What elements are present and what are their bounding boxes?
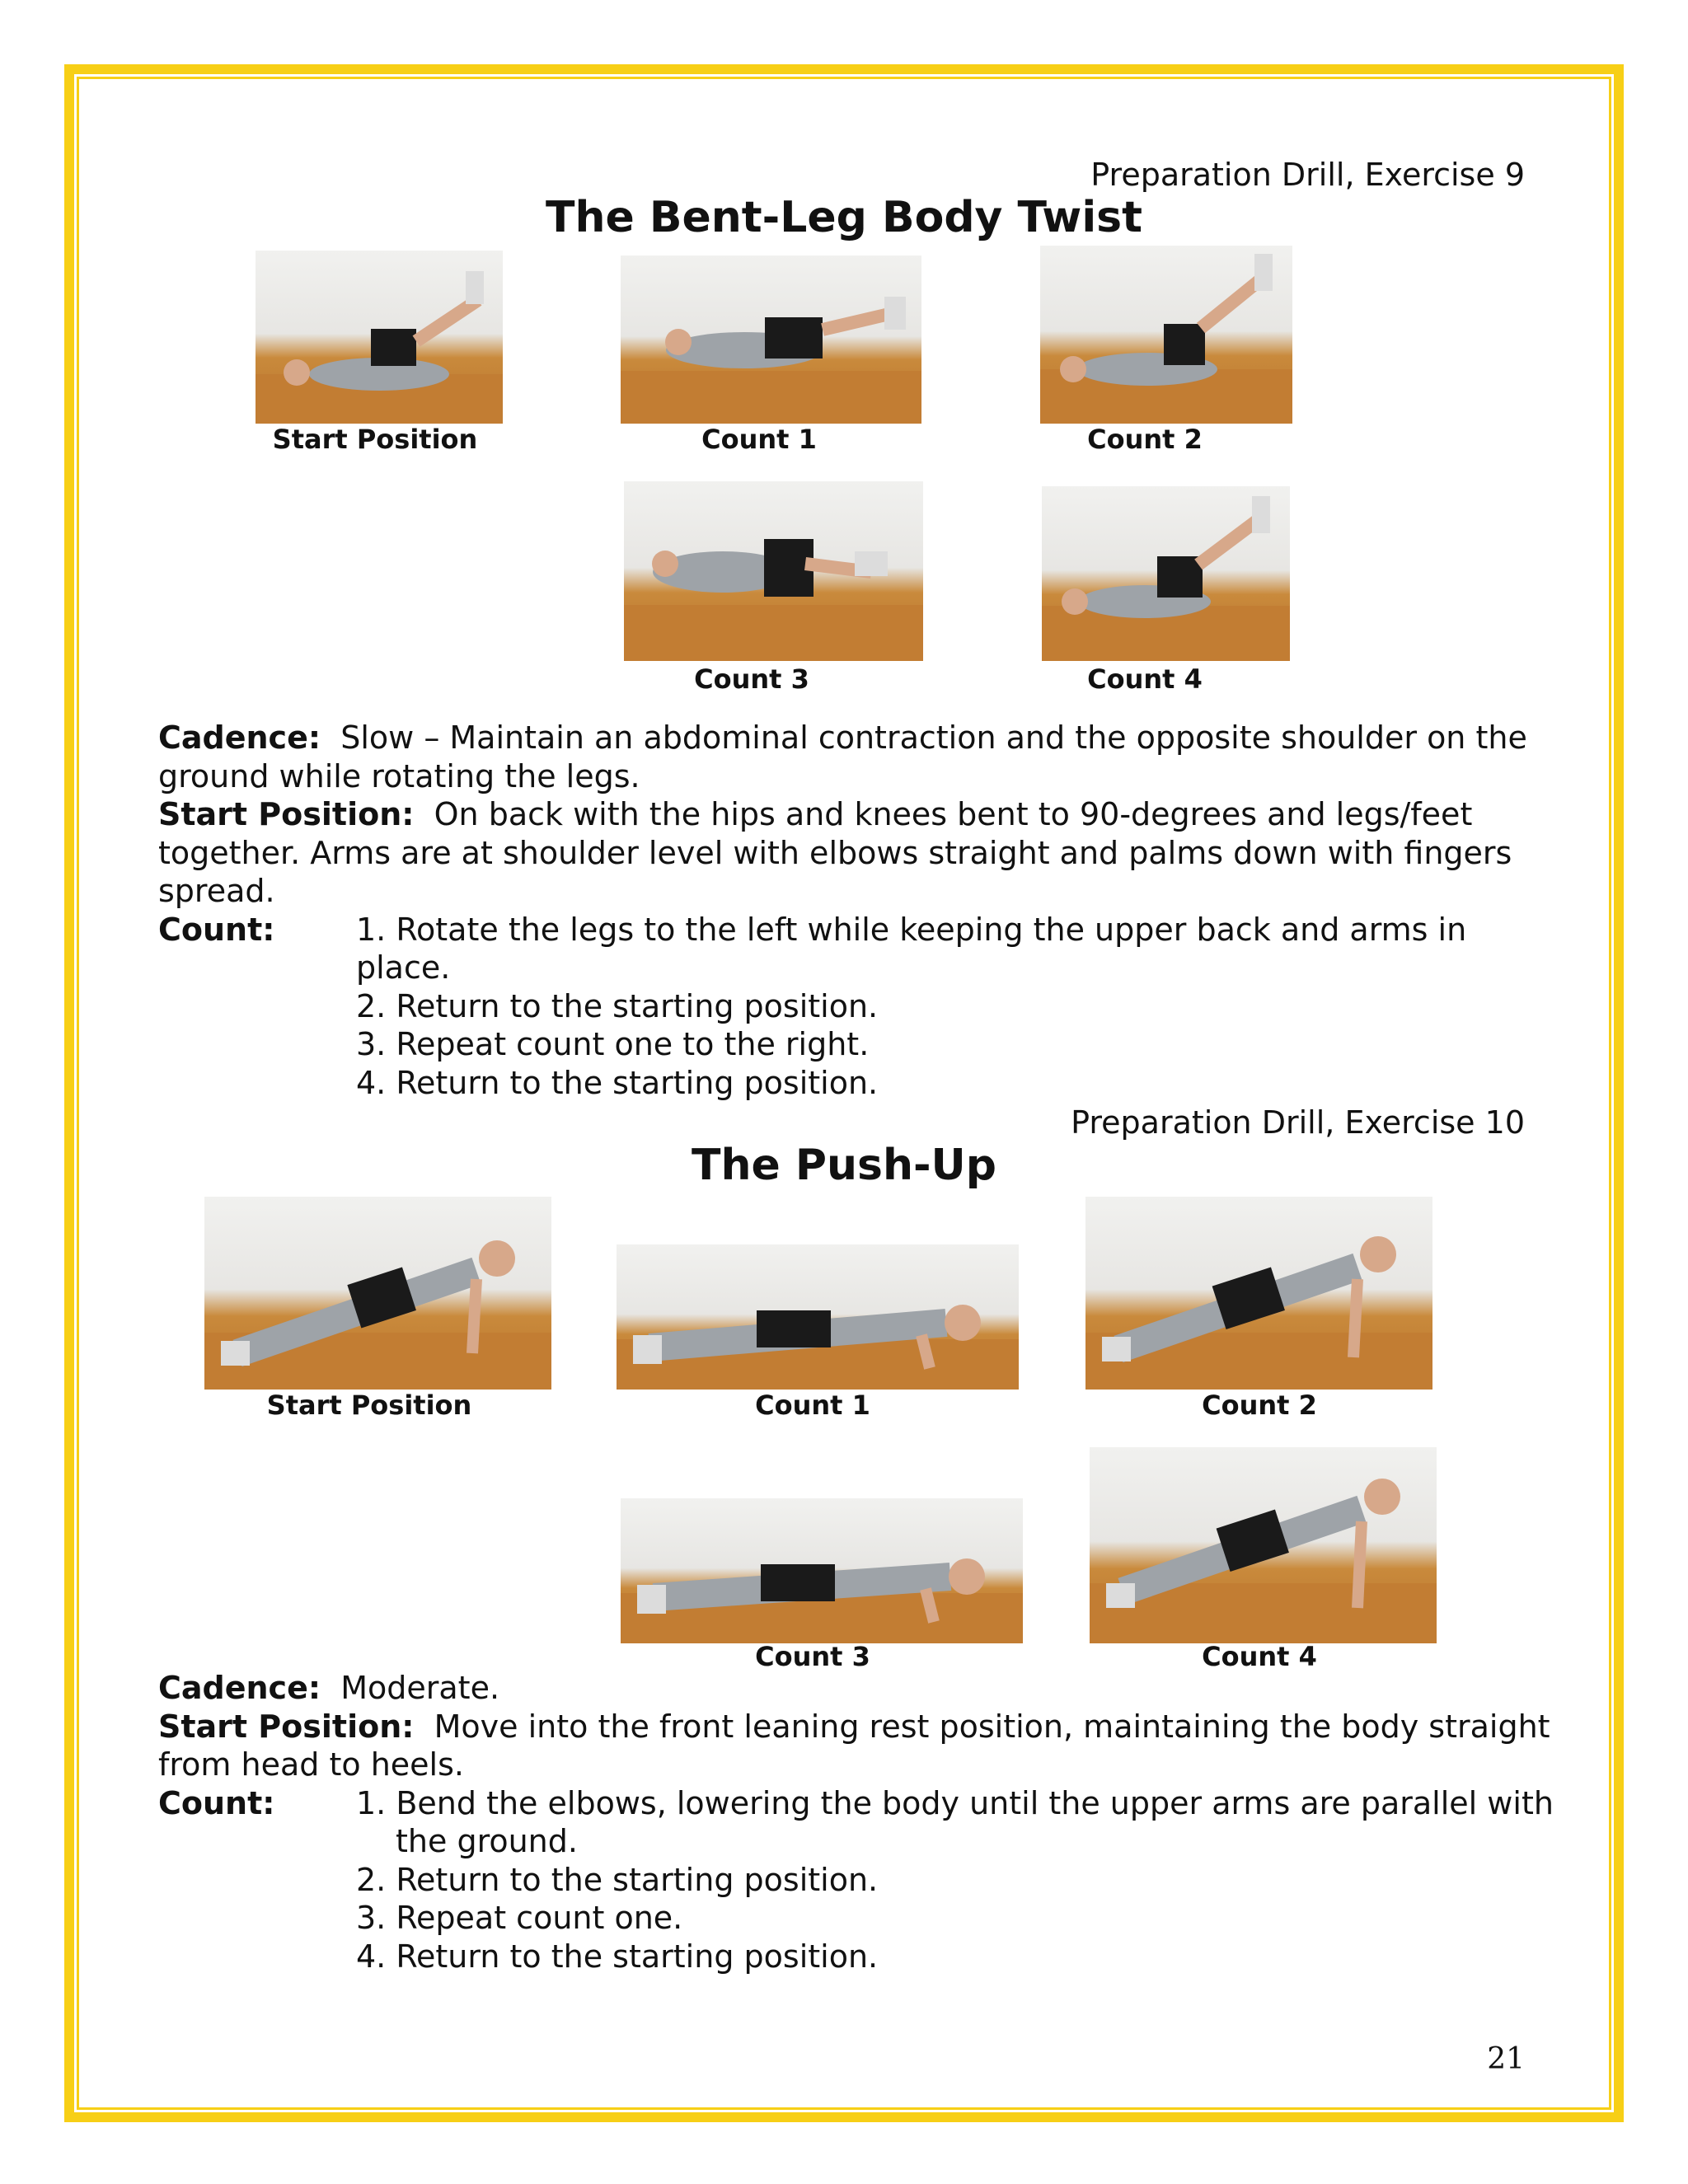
twist-caption-count1: Count 1 [701, 424, 817, 455]
pushup-caption-count3: Count 3 [755, 1641, 870, 1672]
step-2: 2. Return to the starting position. [356, 1861, 879, 1898]
page-number: 21 [1487, 2042, 1525, 2076]
step-3: 3. Repeat count one to the right. [356, 1026, 870, 1062]
start-position-paragraph: Start Position: On back with the hips and knees bent to 90-degrees and legs/feet together. Arms are at shoulder level with elbows straight and palms down with fingers spread. [158, 796, 1512, 909]
twist-count4-photo [1042, 486, 1290, 661]
exercise-10-title: The Push-Up [692, 1141, 996, 1190]
step-3: 3. Repeat count one. [356, 1900, 683, 1936]
twist-start-photo [256, 251, 503, 424]
exercise-10-instructions [158, 1669, 1559, 1975]
step-2: 2. Return to the starting position. [356, 987, 879, 1024]
step-4: 4. Return to the starting position. [356, 1064, 879, 1101]
step-1: 1. Bend the elbows, lowering the body until the upper arms are parallel with the ground. [356, 1784, 1554, 1859]
count-block: Count: 1. Bend the elbows, lowering the body until the upper arms are parallel with the ground. 2. Return to the starting position. 3. Repeat count one. 4. Return to the starting position. [158, 1784, 1559, 1976]
pushup-count4-photo [1090, 1447, 1437, 1643]
pushup-caption-count2: Count 2 [1202, 1390, 1317, 1421]
twist-count3-photo [624, 481, 923, 661]
step-4: 4. Return to the starting position. [356, 1938, 879, 1975]
count-block: Count: 1. Rotate the legs to the left while keeping the upper back and arms in place. 2. Return to the starting position. 3. Repeat count one to the right. 4. Return to the starting position. [158, 911, 1559, 1103]
twist-caption-count3: Count 3 [694, 663, 809, 695]
start-position-paragraph: Start Position: Move into the front leaning rest position, maintaining the body straight from head to heels. [158, 1708, 1550, 1783]
pushup-count1-photo [617, 1244, 1019, 1390]
exercise-9-instructions [158, 719, 1559, 1102]
pushup-caption-count4: Count 4 [1202, 1641, 1317, 1672]
exercise-9-title: The Bent-Leg Body Twist [546, 193, 1142, 242]
twist-caption-start: Start Position [272, 424, 478, 455]
exercise-10-label: Preparation Drill, Exercise 10 [1071, 1104, 1525, 1141]
twist-caption-count2: Count 2 [1087, 424, 1203, 455]
exercise-9-label: Preparation Drill, Exercise 9 [1090, 157, 1525, 193]
twist-count1-photo [621, 255, 921, 424]
step-1: 1. Rotate the legs to the left while keeping the upper back and arms in place. [356, 911, 1467, 986]
cadence-paragraph: Cadence: Slow – Maintain an abdominal contraction and the opposite shoulder on the ground while rotating the legs. [158, 719, 1527, 794]
pushup-count2-photo [1085, 1197, 1432, 1390]
twist-count2-photo [1040, 246, 1292, 424]
pushup-caption-count1: Count 1 [755, 1390, 870, 1421]
twist-caption-count4: Count 4 [1087, 663, 1203, 695]
pushup-start-photo [204, 1197, 551, 1390]
pushup-caption-start: Start Position [266, 1390, 472, 1421]
pushup-count3-photo [621, 1498, 1023, 1643]
cadence-paragraph: Cadence: Moderate. [158, 1670, 500, 1706]
